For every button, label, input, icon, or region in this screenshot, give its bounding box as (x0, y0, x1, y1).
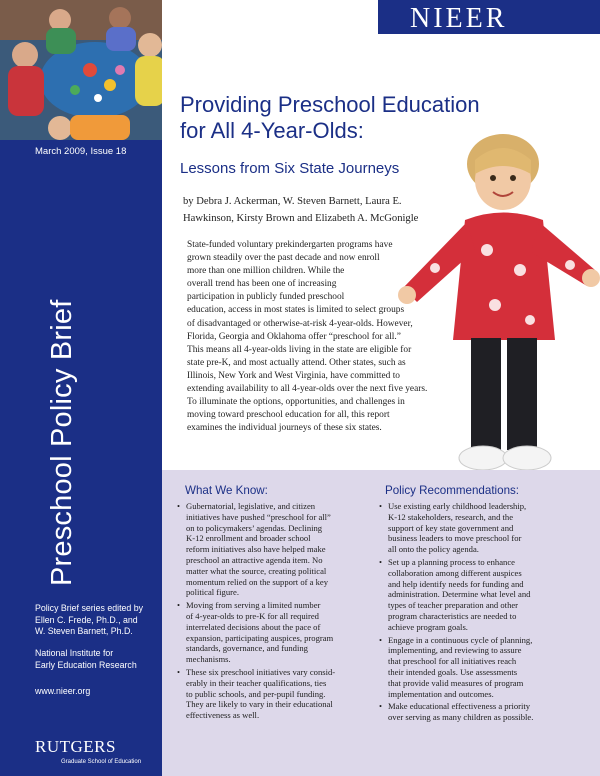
series-title: Preschool Policy Brief (46, 299, 78, 586)
rutgers-subtitle: Graduate School of Education (61, 759, 142, 765)
organization-name: National Institute for Early Education Research (35, 648, 137, 670)
author-byline: by Debra J. Ackerman, W. Steven Barnett, Laura E. Hawkinson, Kirsty Brown and Elizabeth A. McGonigle (183, 196, 419, 224)
list-item: • Make educational effectiveness a priority over serving as many children as possible. (379, 701, 533, 723)
website-link[interactable]: www.nieer.org (35, 686, 91, 696)
list-item: • Moving from serving a limited number of 4-year-olds to pre-K for all required interrelated decisions about the pace of expansion, participating auspices, program standards, governance, and funding mechanisms. (177, 600, 335, 665)
intro-paragraph: State-funded voluntary prekindergarten programs have grown steadily over the past decade and now enroll more than one million children. While the overall trend has been one of increasing participation in publicly funded preschool education, access in most states is limited to select groups of disadvantaged or otherwise-at-risk 4-year-olds. However, Florida, Georgia and Oklahoma offer “preschool for all.” This means all 4-year-olds living in the state are eligible for state pre-K, and most actually attend. Other states, such as Illinois, New York and West Virginia, have committed to extending availability to all 4-year-olds over the next five years. To illuminate the options, opportunities, and challenges in moving toward preschool education for all, this report examines the individual journeys of these six states. (187, 240, 428, 434)
what-we-know-list (177, 501, 335, 723)
cover-photo-classroom (0, 0, 162, 140)
list-item: • Set up a planning process to enhance collaboration among different auspices and help identify needs for funding and administration. Determine what level and types of teacher preparation and other program characteristics are needed to achieve program goals. (379, 557, 533, 633)
article-subtitle: Lessons from Six State Journeys (180, 160, 400, 177)
issue-date: March 2009, Issue 18 (35, 146, 127, 157)
policy-recommendations-list (379, 501, 533, 725)
list-item: • Gubernatorial, legislative, and citizen initiatives have pushed “preschool for all” on to policymakers’ agendas. Declining K-12 enrollment and broader school reform initiatives also have helped make preschool an attractive agenda item. No matter what the source, creating political momentum relied on the support of a key political figure. (177, 501, 335, 598)
what-we-know-heading: What We Know: (185, 484, 268, 497)
editors-credit: Policy Brief series edited by Ellen C. Frede, Ph.D., and W. Steven Barnett, Ph.D. (35, 603, 144, 637)
list-item: • Engage in a continuous cycle of planning, implementing, and reviewing to assure that preschool for all initiatives reach their intended goals. Use assessments that provide valid measures of program implementation and outcomes. (379, 635, 533, 700)
article-title: Providing Preschool Education for All 4-Year-Olds: (180, 92, 480, 143)
rutgers-logo: RUTGERS (35, 737, 116, 756)
nieer-logo: NIEER (410, 3, 508, 34)
list-item: • Use existing early childhood leadership, K-12 stakeholders, research, and the support of key state government and business leaders to move preschool for all onto the policy agenda. (379, 501, 533, 555)
policy-recommendations-heading: Policy Recommendations: (385, 484, 520, 497)
list-item: • These six preschool initiatives vary consid- erably in their teacher qualifications, ties to public schools, and per-pupil funding. They are likely to vary in their educational effectiveness as well. (177, 667, 335, 721)
